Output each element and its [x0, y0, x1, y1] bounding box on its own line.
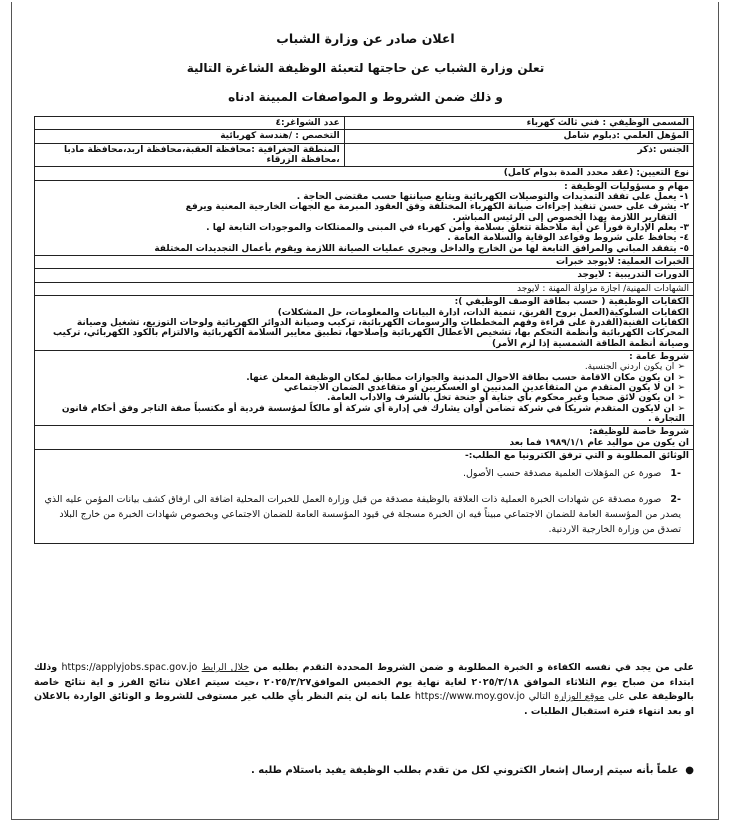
competencies-heading: الكفايات الوظيفية ( حسب بطاقة الوصف الوظيفي ):	[454, 297, 689, 308]
table-row	[35, 143, 694, 167]
apply-url[interactable]: https://applyjobs.spac.gov.jo	[61, 662, 198, 673]
list-item: ٣- يعلم الإدارة فوراً عن أية ملاحظة تتعلق بسلامة وأمن كهرباء في المبنى والممتلكات والموجودات التابعة لها .	[206, 223, 689, 234]
apply-link[interactable]: خلال الرابط	[201, 662, 250, 673]
table-row	[35, 426, 694, 450]
announcement-subtitle: تعلن وزارة الشباب عن حاجتها لتعبئة الوظيفة الشاغرة التالية	[186, 61, 545, 75]
table-row	[35, 130, 694, 143]
gender-cell: الجنس :ذكر	[344, 143, 693, 167]
list-item: ➢ ان يكون مكان الاقامة حسب بطاقة الاحوال المدنية والجوازات مطابق لمكان الوظيفة المعلن عنها.	[246, 372, 685, 383]
general-conditions-cell	[35, 350, 694, 425]
list-item: ٢- يشرف على حسن تنفيذ إجراءات صيانة الكهرباء المختلفة وفق العقود المبرمة مع الجهات الخارجية المعنية ويرفع	[185, 202, 689, 213]
document-number: -2	[670, 493, 681, 505]
checkmark-arrow-icon: ➢	[674, 403, 685, 414]
table-row	[35, 256, 694, 269]
table-row	[35, 282, 694, 295]
duties-heading: مهام و مسؤوليات الوظيفة :	[564, 181, 689, 192]
list-item: التقارير اللازمة بهذا الخصوص إلى الرئيس المباشر.	[452, 212, 677, 223]
certificates-cell: الشهادات المهنية/ اجازة مزاولة المهنة : لايوجد	[35, 282, 694, 295]
duties-cell	[35, 180, 694, 255]
appointment-type-cell: نوع التعيين: (عقد محدد المدة بدوام كامل)	[35, 167, 694, 180]
list-item: -1 صورة عن المؤهلات العلمية مصدقة حسب الأصول.	[462, 468, 681, 480]
table-row	[35, 350, 694, 425]
general-conditions-heading: شروط عامة :	[629, 351, 689, 362]
list-item: ١- يعمل على تفقد التمديدات والتوصيلات الكهربائية ويتابع صيانتها حسب مقتضى الحاجة .	[296, 192, 689, 203]
application-note: على من يجد في نفسه الكفاءة و الخبرة المطلوبة و ضمن الشروط المحددة التقدم بطلبه من خلال الرابط https://applyjobs.spac.gov.jo وذلك ابتداء من صباح يوم الثلاثاء الموافق ٢٠٢٥/٣/١٨ لغاية نهاية يوم الخميس الموافق٢٠٢٥/٣/٢٧ ،حيث سيتم اعلان نتائج الفرز و اية نتائج خاصة بالوظيفة على على موقع الوزارة التالي https://www.moy.gov.jo علما بانه لن يتم النظر بأي طلب غير مستوفى للشروط و الوثائق الواردة بالاعلان او بعد انتهاء فترة استقبال الطلبات .	[34, 662, 695, 718]
courses-cell: الدورات التدريبية : لايوجد	[35, 269, 694, 282]
document-number: -1	[670, 468, 681, 480]
table-row	[35, 117, 694, 130]
table-row	[35, 269, 694, 282]
special-conditions-heading: شروط خاصة للوظيفة:	[588, 427, 689, 438]
experience-cell: الخبرات العملية: لايوجد خبرات	[35, 256, 694, 269]
confirmation-note: ● علماً بأنه سيتم إرسال إشعار الكتروني لكل من تقدم بطلب الوظيفة يفيد باستلام طلبه .	[251, 765, 694, 776]
competencies-cell	[35, 296, 694, 351]
table-row	[35, 296, 694, 351]
list-item: -2 صورة مصدقة عن شهادات الخبرة العملية ذات العلاقة بالوظيفة مصدقة من قبل وزارة العمل للخبرات المحلية اضافة الى ارفاق كشف بيانات المؤمن عليه الذي يصدر من المؤسسة العامة للضمان الاجتماعي مبيناً فيه ان الخبرة مسجلة في قيود المؤسسة العامة للضمان الاجتماعي وبخصوص شهادات الخبرة من خارج البلاد تصدق من وزارة الخارجية الاردنية.	[44, 493, 681, 535]
checkmark-arrow-icon: ➢	[674, 393, 685, 404]
special-conditions-text: ان يكون من مواليد عام ١٩٨٩/١/١ فما بعد	[509, 437, 689, 448]
checkmark-arrow-icon: ➢	[674, 382, 685, 393]
qualification-cell: المؤهل العلمي :دبلوم شامل	[344, 130, 693, 143]
table-row	[35, 449, 694, 543]
list-item: ➢ ان يكون لائق صحيا وغير محكوم بأي جناية أو جنحة تخل بالشرف والاداب العامة.	[326, 393, 685, 404]
job-details-table	[34, 116, 694, 544]
announcement-title: اعلان صادر عن وزارة الشباب	[276, 31, 455, 46]
announcement-subtitle-conditions: و ذلك ضمن الشروط و المواصفات المبينة ادناه	[228, 90, 503, 104]
list-item: ٥- يتفقد المباني والمرافق التابعة لها من الخارج والداخل ويجري عمليات الصيانة اللازمة ويقوم بأعمال التجديدات المختلفة	[154, 243, 689, 254]
behavioral-competencies: الكفايات السلوكية(العمل بروح الفريق، تنمية الذات، ادارة البيانات والمعلومات، حل المشكلات)	[277, 307, 689, 318]
job-title-cell: المسمى الوظيفي : فني ثالث كهرباء	[344, 117, 693, 130]
list-item: ➢ ان لايكون المتقدم شريكاً في شركة تضامن أوان يشارك في إدارة أي شركة أو مالكاً لمؤسسة فردية أو مكتسباً صفة التاجر وفق أحكام قانون التجارة .	[61, 403, 685, 424]
technical-competencies: الكفايات الفنية(القدرة على قراءة وفهم المخططات والرسومات الكهربائية، تركيب وصيانة الدوائر الكهربائية ولوحات التوزيع، تشغيل وصيانة المحركات الكهربائية وأنظمة التحكم بها، تشخيص الأعطال الكهربائية وإصلاحها، تطبيق معايير السلامة الكهربائية والالتزام بالكود الكهربائي، تركيب وصيانة أنظمة الطاقة الشمسية إذا لزم الأمر)	[53, 317, 689, 349]
checkmark-arrow-icon: ➢	[674, 362, 685, 373]
bullet-icon: ●	[678, 765, 694, 776]
list-item: ٤- يحافظ على شروط وقواعد الوقاية والسلامة العامة .	[447, 233, 689, 244]
list-item: ➢ ان لا يكون المتقدم من المتقاعدين المدنيين او العسكريين او متقاعدي الضمان الاجتماعي	[284, 382, 685, 393]
list-item: ➢ ان يكون اردني الجنسية.	[584, 362, 685, 373]
table-row	[35, 167, 694, 180]
region-cell: المنطقة الجغرافية :محافظة العقبة،محافظة اربد،محافظة مادبا ،محافظة الزرقاء	[35, 143, 345, 167]
checkmark-arrow-icon: ➢	[674, 372, 685, 383]
specialization-cell: التخصص : /هندسة كهربائية	[35, 130, 345, 143]
ministry-url[interactable]: https://www.moy.gov.jo	[414, 691, 525, 703]
ministry-site-link[interactable]: موقع الوزارة	[554, 691, 605, 703]
documents-cell	[35, 449, 694, 543]
table-row	[35, 180, 694, 255]
documents-heading: الوثائق المطلوبة و التي ترفق الكترونيا مع الطلب:-	[464, 450, 689, 461]
vacancies-cell: عدد الشواغر:٤	[35, 117, 345, 130]
special-conditions-cell	[35, 426, 694, 450]
